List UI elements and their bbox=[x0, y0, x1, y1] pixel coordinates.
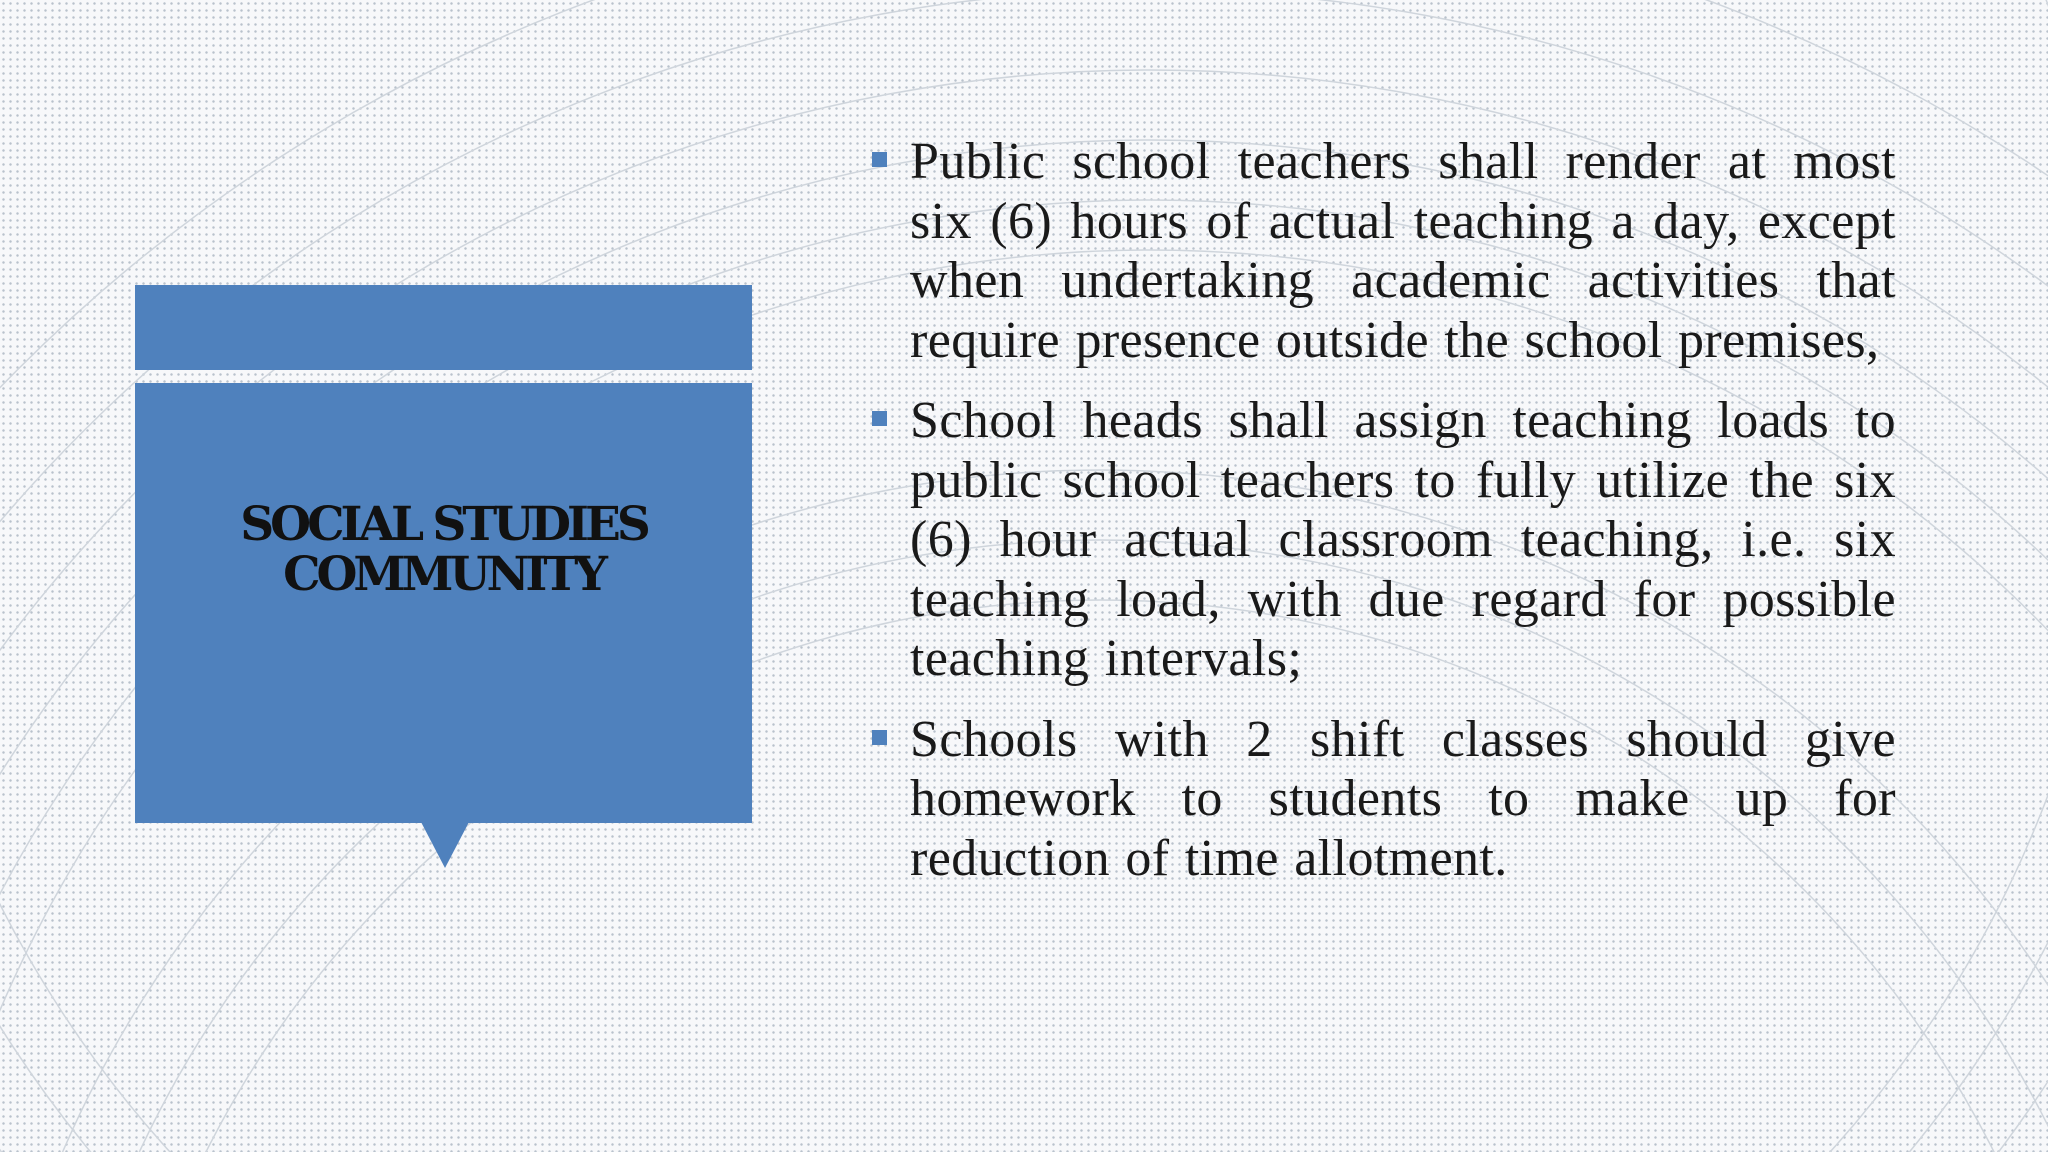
slide-title-line-1: SOCIAL STUDIES bbox=[240, 497, 647, 552]
square-bullet-icon bbox=[872, 730, 887, 745]
bullet-text: School heads shall assign teaching loads to public school teachers to fully utilize the six (6) hour actual classroom teaching, i.e. six teaching load, with due regard for possible teaching intervals; bbox=[910, 392, 1896, 687]
bullet-item-shift-classes bbox=[872, 710, 1896, 889]
square-bullet-icon bbox=[872, 152, 887, 167]
title-callout-box bbox=[135, 383, 752, 823]
title-accent-bar bbox=[135, 285, 752, 370]
callout-pointer bbox=[421, 822, 469, 868]
slide-title-line-2: COMMUNITY bbox=[283, 547, 604, 602]
bullet-item-teaching-hours bbox=[872, 132, 1896, 370]
slide-title bbox=[135, 497, 752, 602]
bullet-text: Public school teachers shall render at most six (6) hours of actual teaching a day, except when undertaking academic activities that require presence outside the school premises, bbox=[910, 133, 1896, 369]
bullet-text: Schools with 2 shift classes should give homework to students to make up for reduction of time allotment. bbox=[910, 710, 1896, 887]
square-bullet-icon bbox=[872, 411, 887, 426]
bullet-item-teaching-loads bbox=[872, 391, 1896, 689]
bullet-list bbox=[872, 132, 1896, 909]
